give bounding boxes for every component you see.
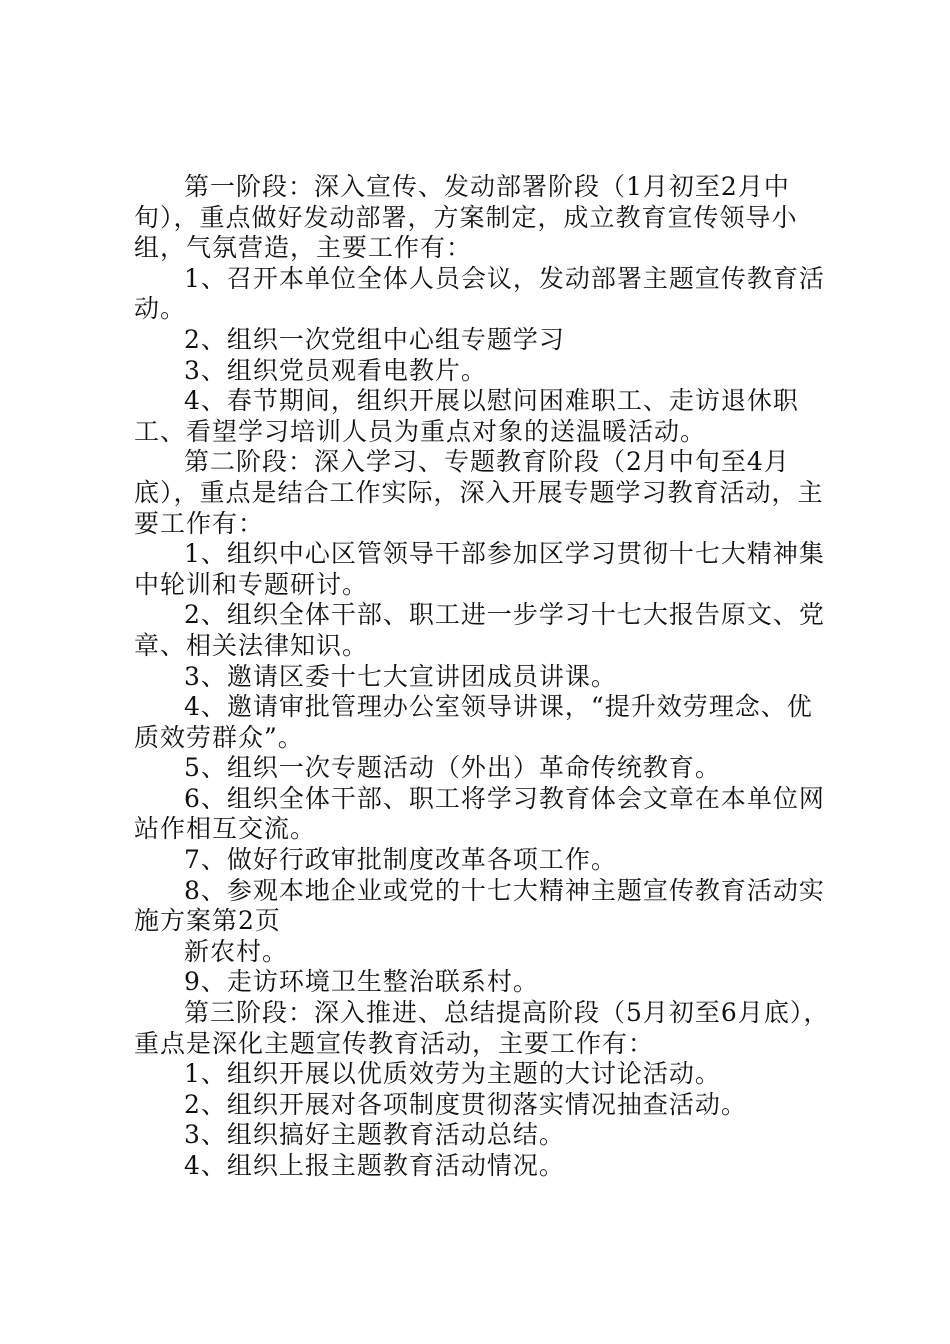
stage-two-item-2: 2、组织全体干部、职工进一步学习十七大报告原文、党章、相关法律知识。 [134, 600, 825, 660]
stage-two-heading: 第二阶段：深入学习、专题教育阶段（2月中旬至4月底），重点是结合工作实际，深入开展专题学习教育活动，主要工作有： [134, 447, 824, 538]
stage-three-item-1: 1、组织开展以优质效劳为主题的大讨论活动。 [184, 1059, 721, 1089]
stage-one-item-2: 2、组织一次党组中心组专题学习 [184, 324, 565, 354]
stage-three-heading: 第三阶段：深入推进、总结提高阶段（5月初至6月底），重点是深化主题宣传教育活动，主要工作有： [134, 998, 830, 1058]
stage-two-item-9: 9、走访环境卫生整治联系村。 [184, 967, 539, 997]
document-body [134, 172, 834, 1182]
stage-one-item-3: 3、组织党员观看电教片。 [184, 355, 487, 385]
stage-two-item-5: 5、组织一次专题活动（外出）革命传统教育。 [184, 753, 721, 783]
stage-two-item-6: 6、组织全体干部、职工将学习教育体会文章在本单位网站作相互交流。 [134, 783, 825, 844]
stage-two-item-8-continued: 新农村。 [184, 936, 289, 966]
stage-two-item-8: 8、参观本地企业或党的十七大精神主题宣传教育活动实施方案第2页 [134, 875, 825, 936]
stage-one-item-1: 1、召开本单位全体人员会议，发动部署主题宣传教育活动。 [134, 263, 825, 324]
stage-three-item-3: 3、组织搞好主题教育活动总结。 [184, 1120, 565, 1150]
stage-two-item-1: 1、组织中心区管领导干部参加区学习贯彻十七大精神集中轮训和专题研讨。 [134, 539, 825, 599]
stage-one-item-4: 4、春节期间，组织开展以慰问困难职工、走访退休职工、看望学习培训人员为重点对象的送温暖活动。 [134, 386, 799, 446]
stage-two-item-4: 4、邀请审批管理办公室领导讲课，“提升效劳理念、优质效劳群众”。 [134, 692, 813, 752]
stage-three-item-4: 4、组织上报主题教育活动情况。 [184, 1151, 565, 1180]
stage-two-item-7: 7、做好行政审批制度改革各项工作。 [184, 845, 617, 875]
stage-three-item-2: 2、组织开展对各项制度贯彻落实情况抽查活动。 [184, 1089, 747, 1119]
stage-two-item-3: 3、邀请区委十七大宣讲团成员讲课。 [184, 661, 617, 691]
stage-one-heading: 第一阶段：深入宣传、发动部署阶段（1月初至2月中旬），重点做好发动部署，方案制定，成立教育宣传领导小组，气氛营造，主要工作有： [134, 172, 798, 263]
